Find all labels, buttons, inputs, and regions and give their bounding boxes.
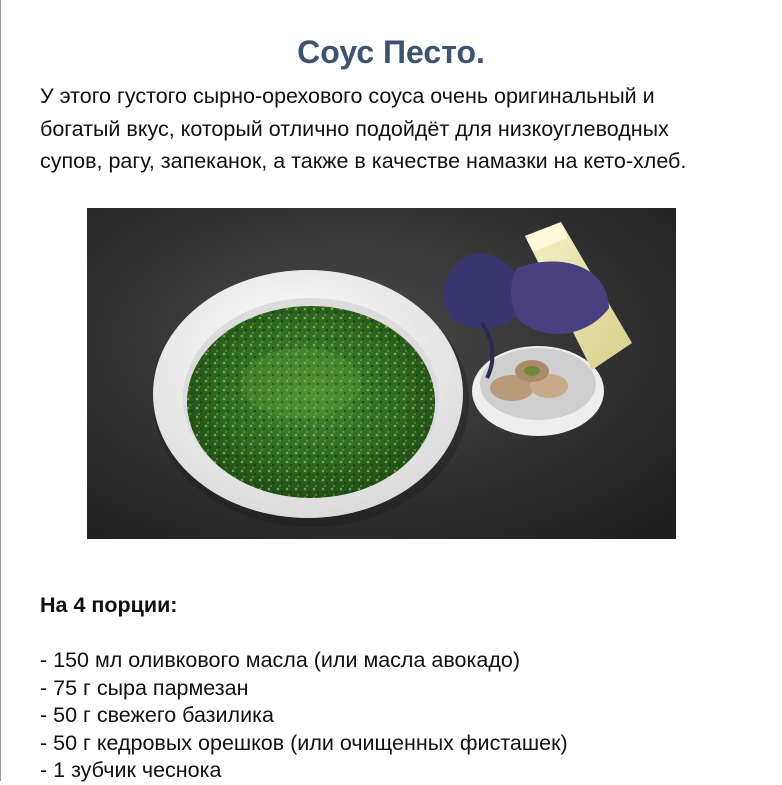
pesto-photo (87, 208, 676, 539)
ingredient-item: - 50 г свежего базилика (40, 703, 274, 727)
ingredient-item: - 1 зубчик чеснока (40, 758, 222, 782)
portions-heading: На 4 порции: (40, 593, 178, 617)
intro-line: У этого густого сырно-орехового соуса очень оригинальный и (40, 84, 655, 108)
ingredients-list (40, 647, 568, 785)
intro-paragraph (40, 80, 770, 178)
intro-line: супов, рагу, запеканок, а также в качестве намазки на кето-хлеб. (40, 149, 687, 173)
ingredient-item: - 150 мл оливкового масла (или масла авокадо) (40, 648, 521, 672)
ingredient-item: - 75 г сыра пармезан (40, 675, 249, 700)
ingredient-item: - 50 г кедровых орешков (или очищенных фисташек) (40, 730, 568, 755)
intro-line: богатый вкус, который отлично подойдёт для низкоуглеводных (40, 116, 669, 141)
page-title: Соус Песто. (297, 34, 485, 70)
page-border (0, 0, 1, 781)
